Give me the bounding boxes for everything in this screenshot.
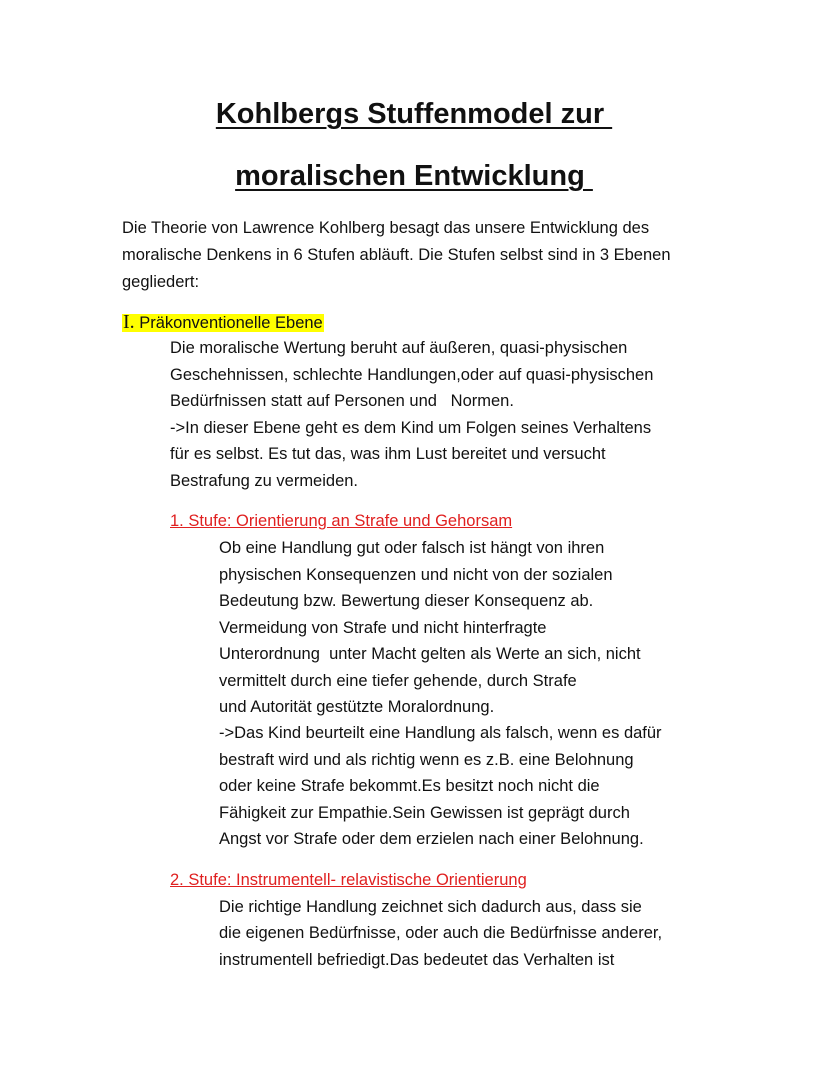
stage-2-text-line: instrumentell befriedigt.Das bedeutet das Verhalten ist — [219, 951, 615, 969]
stage-1-text-line: Angst vor Strafe oder dem erzielen nach einer Belohnung. — [219, 830, 644, 848]
stage-2-text-line: Die richtige Handlung zeichnet sich dadurch aus, dass sie — [219, 898, 642, 916]
stage-1-text-line: ->Das Kind beurteilt eine Handlung als falsch, wenn es dafür — [219, 724, 662, 742]
intro-line: moralische Denkens in 6 Stufen abläuft. Die Stufen selbst sind in 3 Ebenen — [122, 246, 671, 264]
document-title-line-2: moralischen Entwicklung — [235, 160, 593, 192]
stage-1-text-line: Fähigkeit zur Empathie.Sein Gewissen ist geprägt durch — [219, 804, 630, 822]
stage-1-text-line: bestraft wird und als richtig wenn es z.B. eine Belohnung — [219, 751, 634, 769]
level-1-text-line: ->In dieser Ebene geht es dem Kind um Folgen seines Verhaltens — [170, 419, 652, 437]
level-1-text-line: Geschehnissen, schlechte Handlungen,oder auf quasi-physischen — [170, 366, 654, 384]
stage-1-text-line: vermittelt durch eine tiefer gehende, durch Strafe — [219, 672, 577, 690]
stage-1-text-line: und Autorität gestützte Moralordnung. — [219, 698, 495, 716]
stage-1-text-line: Vermeidung von Strafe und nicht hinterfragte — [219, 619, 547, 637]
stage-2-text-line: die eigenen Bedürfnisse, oder auch die Bedürfnisse anderer, — [219, 924, 663, 942]
stage-1-text-line: Ob eine Handlung gut oder falsch ist hängt von ihren — [219, 539, 605, 557]
level-1-text-line: Bedürfnissen statt auf Personen und Normen. — [170, 392, 514, 410]
level-1-numeral: I. — [123, 311, 135, 333]
level-1-text-line: Die moralische Wertung beruht auf äußeren, quasi-physischen — [170, 339, 628, 357]
stage-1-heading: 1. Stufe: Orientierung an Strafe und Gehorsam — [170, 512, 513, 530]
stage-1-text-line: oder keine Strafe bekommt.Es besitzt noch nicht die — [219, 777, 600, 795]
level-1-heading — [122, 310, 324, 335]
stage-1-text-line: Unterordnung unter Macht gelten als Werte an sich, nicht — [219, 645, 641, 663]
stage-1-text-line: physischen Konsequenzen und nicht von der sozialen — [219, 566, 613, 584]
document-title-line-1: Kohlbergs Stuffenmodel zur — [215, 98, 613, 130]
stage-1-text-line: Bedeutung bzw. Bewertung dieser Konsequenz ab. — [219, 592, 594, 610]
intro-line: Die Theorie von Lawrence Kohlberg besagt das unsere Entwicklung des — [122, 219, 650, 237]
level-1-text-line: für es selbst. Es tut das, was ihm Lust bereitet und versucht — [170, 445, 606, 463]
stage-2-heading: 2. Stufe: Instrumentell- relavistische Orientierung — [170, 871, 527, 889]
level-1-text-line: Bestrafung zu vermeiden. — [170, 472, 359, 490]
level-1-title: Präkonventionelle Ebene — [134, 314, 323, 332]
intro-line: gegliedert: — [122, 273, 200, 291]
